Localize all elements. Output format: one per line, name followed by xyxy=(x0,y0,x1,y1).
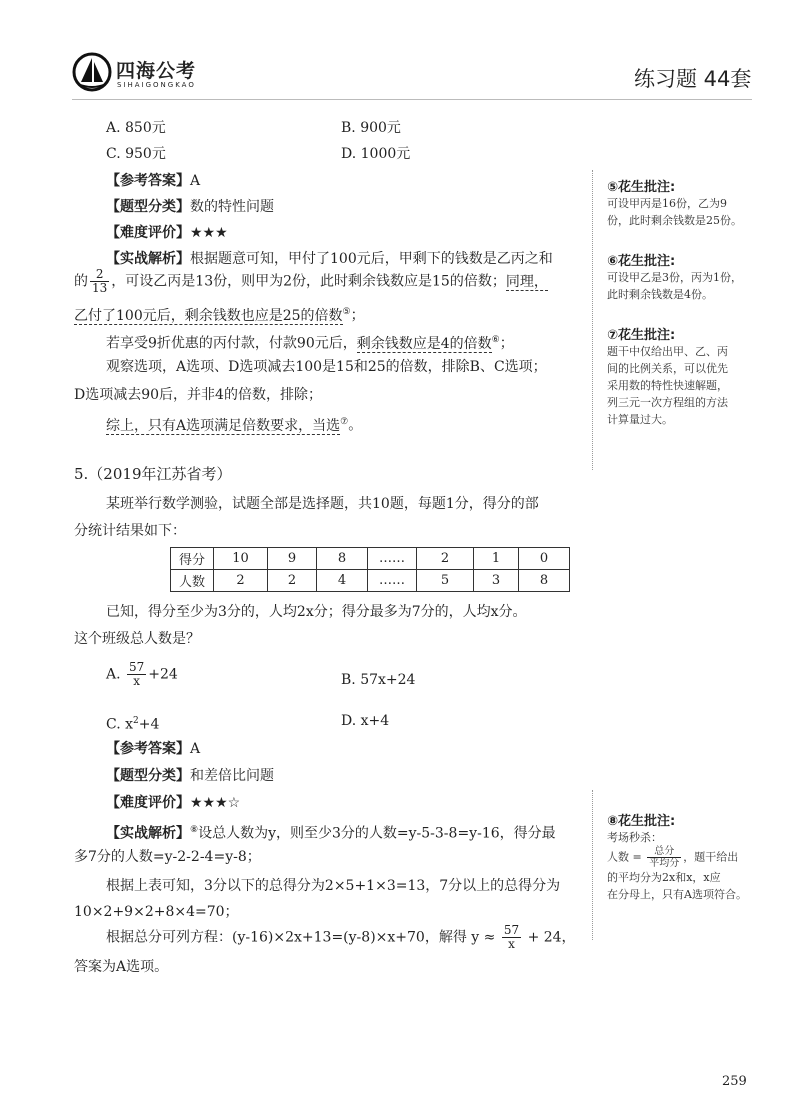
answer-row xyxy=(106,739,200,759)
table-cell: 10 xyxy=(214,548,268,570)
option-c: C. 950元 xyxy=(106,146,166,162)
difficulty-row xyxy=(106,793,240,813)
analysis-label: 【实战解析】 xyxy=(106,251,190,267)
type-row xyxy=(106,197,274,217)
analysis-line-5: 观察选项，A选项、D选项减去100是15和25的倍数，排除B、C选项； xyxy=(106,359,547,375)
note-ref-5: ⑤ xyxy=(342,307,351,317)
table-header-cell: 得分 xyxy=(171,548,214,570)
table-cell: 2 xyxy=(417,548,474,570)
page-number: 259 xyxy=(722,1074,747,1089)
logo-subtext: SIHAIGONGKAO xyxy=(117,81,196,89)
answer-label: 【参考答案】 xyxy=(106,173,190,189)
question-title: 5.（2019年江苏省考） xyxy=(74,465,232,483)
table-row xyxy=(171,548,570,570)
table-cell: 4 xyxy=(317,570,368,592)
side-note-7: ⑦花生批注: 题干中仅给出甲、乙、丙 间的比例关系，可以优先 采用数的特性快速解题， 列三元一次方程组的方法 计算量过大。 xyxy=(607,328,728,426)
table-cell: 8 xyxy=(519,570,570,592)
type-label: 【题型分类】 xyxy=(106,768,190,784)
option-c: C. $x^2+4$ xyxy=(106,716,160,733)
table-header-cell: 人数 xyxy=(171,570,214,592)
type-value: 和差倍比问题 xyxy=(190,768,274,784)
table-cell: 9 xyxy=(268,548,317,570)
note-ref-8: ⑧ xyxy=(190,825,199,835)
fraction: $\frac{2}{13}$ xyxy=(92,267,108,295)
table-cell: 5 xyxy=(417,570,474,592)
table-cell: …… xyxy=(368,570,417,592)
option-a: A. $\frac{57}{x}$ +24 xyxy=(106,660,178,688)
table-cell: 2 xyxy=(214,570,268,592)
analysis-line-3: 根据上表可知，3分以下的总得分为2×5+1×3=13，7分以上的总得分为 xyxy=(106,878,561,894)
logo-text: 四海公考 xyxy=(116,60,197,82)
sidebar-separator-lower xyxy=(592,790,593,940)
book-title: 练习题 44套 xyxy=(634,67,752,91)
difficulty-row xyxy=(106,223,228,243)
analysis-line-4: 10×2+9×2+8×4=70； xyxy=(74,904,239,920)
analysis-line-1: 【实战解析】⑧设总人数为y，则至少3分的人数=y-5-3-8=y-16，得分最 xyxy=(106,825,556,842)
condition-1: 已知，得分至少为3分的，人均2x分；得分最多为7分的，人均x分。 xyxy=(106,604,527,620)
analysis-label: 【实战解析】 xyxy=(106,825,190,842)
sidebar-separator xyxy=(592,170,593,470)
question-stem-2: 分统计结果如下： xyxy=(74,523,186,539)
analysis-line-1: 【实战解析】根据题意可知，甲付了100元后，甲剩下的钱数是乙丙之和 xyxy=(106,251,553,267)
analysis-line-4: 若享受9折优惠的丙付款，付款90元后，剩余钱数应是4的倍数⑥； xyxy=(106,335,514,352)
header-rule xyxy=(72,99,752,100)
table-cell: 8 xyxy=(317,548,368,570)
side-note-5: ⑤花生批注: 可设甲丙是16份，乙为9 份，此时剩余钱数是25份。 xyxy=(607,180,742,227)
note-formula: 人数 = $\frac{\text{总分}}{\text{平均分}}$ ，题干给出 xyxy=(607,846,739,869)
answer-value: A xyxy=(190,173,201,189)
table-row xyxy=(171,570,570,592)
table-cell: …… xyxy=(368,548,417,570)
analysis-line-2: 的 $\frac{2}{13}$ ，可设乙丙是13份，则甲为2份，此时剩余钱数应是15的倍数；同理， xyxy=(74,267,548,295)
note-ref-6: ⑥ xyxy=(491,335,500,345)
option-a: A. 850元 xyxy=(106,120,166,136)
fraction: $\frac{57}{x}$ xyxy=(129,660,145,688)
side-note-6: ⑥花生批注: 可设甲乙是3份，丙为1份， 此时剩余钱数是4份。 xyxy=(607,254,742,301)
table-cell: 3 xyxy=(474,570,519,592)
table-cell: 2 xyxy=(268,570,317,592)
analysis-line-5: 根据总分可列方程：(y-16)×2x+13=(y-8)×x+70，解得 y ≈ $\frac{57}{x}$ + 24， xyxy=(106,923,576,951)
note-ref-7: ⑦ xyxy=(340,417,349,427)
difficulty-stars: ★★★☆ xyxy=(190,795,241,811)
logo xyxy=(72,52,112,92)
difficulty-label: 【难度评价】 xyxy=(106,795,190,811)
question-stem-1: 某班举行数学测验，试题全部是选择题，共10题，每题1分，得分的部 xyxy=(106,496,539,512)
answer-value: A xyxy=(190,741,201,757)
analysis-line-3: 乙付了100元后，剩余钱数也应是25的倍数⑤； xyxy=(74,307,365,324)
side-note-8: ⑧花生批注: 考场秒杀： 人数 = $\frac{\text{总分}}{\text{平均分}}$ ，题干给出 的平均分为2x和x，x应 在分母上，只有A选项符合。 xyxy=(607,814,747,901)
logo-sail-icon xyxy=(72,52,112,92)
fraction: $\frac{57}{x}$ xyxy=(503,923,520,951)
condition-2: 这个班级总人数是？ xyxy=(74,631,200,647)
table-cell: 0 xyxy=(519,548,570,570)
score-table xyxy=(170,547,570,592)
table-cell: 1 xyxy=(474,548,519,570)
option-d: D. 1000元 xyxy=(341,146,411,162)
answer-row xyxy=(106,171,200,191)
analysis-line-6: 答案为A选项。 xyxy=(74,959,169,975)
answer-label: 【参考答案】 xyxy=(106,741,190,757)
fraction: $\frac{\text{总分}}{\text{平均分}}$ xyxy=(649,846,680,869)
analysis-line-2: 多7分的人数=y-2-2-4=y-8； xyxy=(74,849,261,865)
option-b: B. 57x+24 xyxy=(341,672,416,688)
difficulty-label: 【难度评价】 xyxy=(106,225,190,241)
option-d: D. x+4 xyxy=(341,713,390,729)
type-value: 数的特性问题 xyxy=(190,199,274,215)
option-b: B. 900元 xyxy=(341,120,401,136)
type-label: 【题型分类】 xyxy=(106,199,190,215)
analysis-line-7: 综上，只有A选项满足倍数要求，当选⑦。 xyxy=(106,417,363,434)
difficulty-stars: ★★★ xyxy=(190,225,228,241)
analysis-line-6: D选项减去90后，并非4的倍数，排除； xyxy=(74,387,322,403)
type-row xyxy=(106,766,274,786)
